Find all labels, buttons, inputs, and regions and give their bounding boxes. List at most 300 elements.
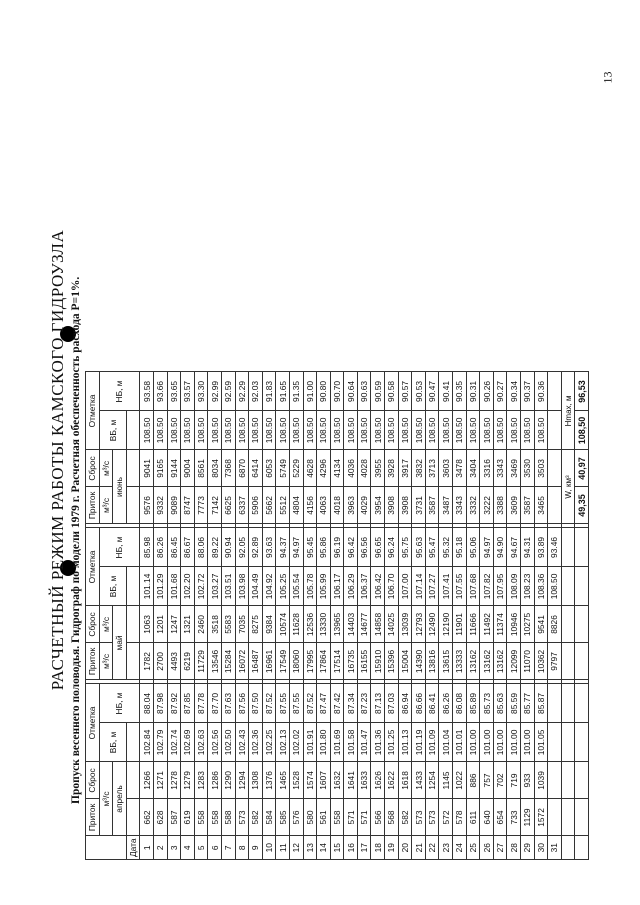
june-vb-cell: 108.50: [439, 411, 453, 450]
april-discharge-cell: 1039: [534, 762, 548, 799]
april-vb-cell: 101.80: [317, 723, 331, 762]
may-discharge-cell: 10574: [276, 606, 290, 643]
april-inflow-cell: 578: [453, 799, 467, 836]
hdr-unit-flow: м³/с: [99, 606, 113, 643]
april-inflow-cell: 1129: [521, 799, 535, 836]
april-nb-cell: 85.89: [466, 684, 480, 723]
june-nb-cell: 91.35: [289, 372, 303, 411]
may-nb-cell: 94.37: [276, 528, 290, 567]
june-nb-cell: 90.26: [480, 372, 494, 411]
june-discharge-cell: 6053: [262, 450, 276, 487]
april-date-cell: 3: [167, 836, 181, 860]
june-nb-cell: 92.59: [221, 372, 235, 411]
april-date-cell: 27: [493, 836, 507, 860]
table-row: [357, 372, 371, 860]
june-nb-cell: 90.34: [507, 372, 521, 411]
april-date-cell: 31: [548, 836, 562, 860]
june-vb-cell: 108.50: [425, 411, 439, 450]
april-discharge-cell: 719: [507, 762, 521, 799]
may-nb-cell: 96.24: [385, 528, 399, 567]
table-row: [167, 372, 181, 860]
may-inflow-cell: 16735: [344, 643, 358, 680]
may-inflow-cell: 11070: [521, 643, 535, 680]
june-discharge-cell: 3503: [534, 450, 548, 487]
may-discharge-cell: 10946: [507, 606, 521, 643]
june-inflow-cell: 6625: [221, 487, 235, 524]
june-inflow-cell: 7142: [208, 487, 222, 524]
april-nb-cell: 87.52: [262, 684, 276, 723]
april-vb-cell: 101.36: [371, 723, 385, 762]
april-discharge-cell: 1279: [181, 762, 195, 799]
page-number: 13: [600, 71, 615, 84]
april-nb-cell: 86.26: [439, 684, 453, 723]
table-row: [453, 372, 467, 860]
june-vb-cell: 108.50: [208, 411, 222, 450]
april-nb-cell: 86.08: [453, 684, 467, 723]
april-vb-cell: 101.04: [439, 723, 453, 762]
document-subtitle: Пропуск весеннего половодья. Гидрограф по модели 1979 г. Расчетная обеспеченность расхода Р=1%.: [70, 276, 82, 804]
april-nb-cell: 87.56: [235, 684, 249, 723]
april-date-cell: 8: [235, 836, 249, 860]
april-vb-cell: 101.00: [493, 723, 507, 762]
june-vb-cell: 108.50: [167, 411, 181, 450]
april-discharge-cell: 1283: [194, 762, 208, 799]
may-nb-cell: 86.45: [167, 528, 181, 567]
may-nb-cell: 94.31: [521, 528, 535, 567]
june-vb-cell: [548, 411, 562, 450]
may-discharge-cell: 5583: [221, 606, 235, 643]
june-discharge-cell: 8034: [208, 450, 222, 487]
april-nb-cell: 87.03: [385, 684, 399, 723]
june-discharge-cell: 4134: [330, 450, 344, 487]
april-inflow-cell: 582: [398, 799, 412, 836]
april-nb-cell: 87.98: [153, 684, 167, 723]
may-discharge-cell: 14677: [357, 606, 371, 643]
may-vb-cell: 107.27: [425, 567, 439, 606]
june-discharge-cell: 3316: [480, 450, 494, 487]
may-discharge-cell: 12190: [439, 606, 453, 643]
hdr-level: Отметка: [86, 528, 100, 606]
june-vb-cell: 108.50: [262, 411, 276, 450]
may-nb-cell: 93.46: [548, 528, 562, 567]
june-inflow-cell: 3731: [412, 487, 426, 524]
may-vb-cell: 107.55: [453, 567, 467, 606]
april-inflow-cell: 611: [466, 799, 480, 836]
may-vb-cell: 102.72: [194, 567, 208, 606]
may-discharge-cell: 11666: [466, 606, 480, 643]
may-nb-cell: 85.98: [140, 528, 154, 567]
may-inflow-cell: 4493: [167, 643, 181, 680]
table-row: [548, 372, 562, 860]
april-date-cell: 30: [534, 836, 548, 860]
may-discharge-cell: 8275: [249, 606, 263, 643]
may-vb-cell: 103.27: [208, 567, 222, 606]
table-row: [466, 372, 480, 860]
april-date-cell: 29: [521, 836, 535, 860]
june-inflow-cell: 3343: [453, 487, 467, 524]
april-nb-cell: 87.70: [208, 684, 222, 723]
june-vb-cell: 108.50: [249, 411, 263, 450]
june-vb-cell: 108.50: [534, 411, 548, 450]
april-vb-cell: 101.09: [425, 723, 439, 762]
may-vb-cell: 104.92: [262, 567, 276, 606]
may-inflow-cell: 16961: [262, 643, 276, 680]
may-inflow-cell: 16155: [357, 643, 371, 680]
april-inflow-cell: 561: [317, 799, 331, 836]
may-vb-cell: 108.36: [534, 567, 548, 606]
june-discharge-cell: 3955: [371, 450, 385, 487]
april-date-cell: 22: [425, 836, 439, 860]
june-discharge-cell: 3832: [412, 450, 426, 487]
may-nb-cell: 88.06: [194, 528, 208, 567]
april-vb-cell: 102.84: [140, 723, 154, 762]
june-inflow-cell: 5662: [262, 487, 276, 524]
june-nb-cell: 93.65: [167, 372, 181, 411]
june-discharge-cell: 8561: [194, 450, 208, 487]
table-row: [480, 372, 494, 860]
hdr-inflow: Приток: [86, 643, 100, 680]
june-vb-cell: 108.50: [317, 411, 331, 450]
june-discharge-cell: 4036: [344, 450, 358, 487]
may-discharge-cell: 1063: [140, 606, 154, 643]
june-inflow-cell: 4804: [289, 487, 303, 524]
w-label: W, км³: [561, 450, 575, 524]
hdr-unit-flow: м³/с: [99, 450, 113, 487]
may-vb-cell: 105.78: [303, 567, 317, 606]
may-inflow-cell: 12099: [507, 643, 521, 680]
may-nb-cell: 92.89: [249, 528, 263, 567]
april-date-cell: 24: [453, 836, 467, 860]
april-discharge-cell: 1626: [371, 762, 385, 799]
may-nb-cell: 96.19: [330, 528, 344, 567]
april-inflow-cell: 573: [425, 799, 439, 836]
may-inflow-cell: 9797: [548, 643, 562, 680]
june-discharge-cell: 5749: [276, 450, 290, 487]
april-inflow-cell: 573: [412, 799, 426, 836]
june-inflow-cell: 3587: [521, 487, 535, 524]
may-vb-cell: 101.14: [140, 567, 154, 606]
may-inflow-cell: 17549: [276, 643, 290, 680]
april-vb-cell: 101.25: [385, 723, 399, 762]
april-inflow-cell: 576: [289, 799, 303, 836]
may-vb-cell: 104.49: [249, 567, 263, 606]
table-row: [439, 372, 453, 860]
april-discharge-cell: 1290: [221, 762, 235, 799]
sum-inflow-volume: 49,35: [575, 487, 589, 524]
june-discharge-cell: 7368: [221, 450, 235, 487]
table-row: [249, 372, 263, 860]
april-date-cell: 12: [289, 836, 303, 860]
hdr-nb: НБ, м: [99, 528, 140, 567]
may-vb-cell: 105.54: [289, 567, 303, 606]
june-vb-cell: 108.50: [276, 411, 290, 450]
june-nb-cell: 90.63: [357, 372, 371, 411]
april-vb-cell: 101.01: [453, 723, 467, 762]
table-row: [521, 372, 535, 860]
may-inflow-cell: 15284: [221, 643, 235, 680]
june-vb-cell: 108.50: [385, 411, 399, 450]
hdr-unit-flow: м³/с: [99, 487, 113, 524]
june-nb-cell: 90.41: [439, 372, 453, 411]
may-vb-cell: 101.68: [167, 567, 181, 606]
april-discharge-cell: 1278: [167, 762, 181, 799]
june-vb-cell: 108.50: [480, 411, 494, 450]
may-discharge-cell: 9541: [534, 606, 548, 643]
may-nb-cell: 95.75: [398, 528, 412, 567]
april-vb-cell: 101.19: [412, 723, 426, 762]
may-nb-cell: 92.05: [235, 528, 249, 567]
june-vb-cell: 108.50: [303, 411, 317, 450]
april-inflow-cell: [548, 799, 562, 836]
april-date-cell: 13: [303, 836, 317, 860]
table-row: [235, 372, 249, 860]
june-vb-cell: 108.50: [289, 411, 303, 450]
april-vb-cell: 101.05: [534, 723, 548, 762]
may-nb-cell: 95.63: [412, 528, 426, 567]
june-discharge-cell: [548, 450, 562, 487]
hdr-unit-flow: м³/с: [99, 643, 113, 680]
april-nb-cell: 87.55: [289, 684, 303, 723]
may-inflow-cell: 2700: [153, 643, 167, 680]
document-title: РАСЧЕТНЫЙ РЕЖИМ РАБОТЫ КАМСКОГО ГИДРОУЗЛА: [48, 229, 67, 691]
april-nb-cell: 85.77: [521, 684, 535, 723]
april-discharge-cell: 1633: [357, 762, 371, 799]
june-inflow-cell: 4156: [303, 487, 317, 524]
table-row: [303, 372, 317, 860]
april-vb-cell: 102.13: [276, 723, 290, 762]
april-nb-cell: 87.50: [249, 684, 263, 723]
may-discharge-cell: 11628: [289, 606, 303, 643]
table-row: [276, 372, 290, 860]
april-nb-cell: 87.13: [371, 684, 385, 723]
may-nb-cell: 86.67: [181, 528, 195, 567]
may-discharge-cell: 1247: [167, 606, 181, 643]
may-nb-cell: 95.18: [453, 528, 467, 567]
table-row: [208, 372, 222, 860]
june-nb-cell: 90.59: [371, 372, 385, 411]
june-vb-cell: 108.50: [357, 411, 371, 450]
june-nb-cell: 93.57: [181, 372, 195, 411]
may-vb-cell: 107.68: [466, 567, 480, 606]
april-date-cell: 1: [140, 836, 154, 860]
june-inflow-cell: 8747: [181, 487, 195, 524]
may-discharge-cell: 1201: [153, 606, 167, 643]
june-nb-cell: 90.53: [412, 372, 426, 411]
june-inflow-cell: 3332: [466, 487, 480, 524]
june-inflow-cell: 3609: [507, 487, 521, 524]
table-row: [534, 372, 548, 860]
table-row: [153, 372, 167, 860]
may-inflow-cell: 13162: [480, 643, 494, 680]
may-discharge-cell: 8826: [548, 606, 562, 643]
april-nb-cell: 85.59: [507, 684, 521, 723]
june-vb-cell: 108.50: [466, 411, 480, 450]
may-discharge-cell: 14025: [385, 606, 399, 643]
may-inflow-cell: 6219: [181, 643, 195, 680]
june-inflow-cell: 3908: [385, 487, 399, 524]
april-nb-cell: 87.63: [221, 684, 235, 723]
table-row: [493, 372, 507, 860]
table-row: [385, 372, 399, 860]
june-discharge-cell: 5229: [289, 450, 303, 487]
hdr-nb: НБ, м: [99, 372, 140, 411]
june-vb-cell: 108.50: [521, 411, 535, 450]
may-nb-cell: 95.47: [425, 528, 439, 567]
june-inflow-cell: 9089: [167, 487, 181, 524]
april-inflow-cell: 582: [249, 799, 263, 836]
hdr-vb: ВБ, м: [99, 411, 126, 450]
april-vb-cell: 101.00: [480, 723, 494, 762]
may-inflow-cell: 10362: [534, 643, 548, 680]
april-nb-cell: 85.73: [480, 684, 494, 723]
april-vb-cell: 101.13: [398, 723, 412, 762]
may-nb-cell: 95.32: [439, 528, 453, 567]
may-vb-cell: 103.51: [221, 567, 235, 606]
hdr-nb: НБ, м: [99, 684, 140, 723]
april-vb-cell: 102.43: [235, 723, 249, 762]
april-date-cell: 15: [330, 836, 344, 860]
hdr-discharge: Сброс: [86, 450, 100, 487]
april-inflow-cell: 640: [480, 799, 494, 836]
april-inflow-cell: 558: [330, 799, 344, 836]
table-row: [262, 372, 276, 860]
may-vb-cell: 108.23: [521, 567, 535, 606]
june-inflow-cell: 9332: [153, 487, 167, 524]
april-inflow-cell: 558: [208, 799, 222, 836]
june-discharge-cell: 3917: [398, 450, 412, 487]
april-inflow-cell: 566: [371, 799, 385, 836]
april-date-cell: 4: [181, 836, 195, 860]
may-vb-cell: 106.42: [371, 567, 385, 606]
june-nb-cell: 90.64: [344, 372, 358, 411]
april-discharge-cell: 1145: [439, 762, 453, 799]
april-inflow-cell: 587: [167, 799, 181, 836]
april-vb-cell: 101.00: [507, 723, 521, 762]
may-inflow-cell: 13546: [208, 643, 222, 680]
april-date-cell: 10: [262, 836, 276, 860]
june-nb-cell: 91.00: [303, 372, 317, 411]
june-vb-cell: 108.50: [371, 411, 385, 450]
june-vb-cell: 108.50: [507, 411, 521, 450]
april-nb-cell: 87.52: [303, 684, 317, 723]
table-row: [344, 372, 358, 860]
month-label-june: июнь: [113, 450, 127, 524]
hdr-unit-flow: м³/с: [99, 762, 113, 836]
rotated-document: [48, 60, 608, 860]
april-discharge-cell: 1528: [289, 762, 303, 799]
april-inflow-cell: 571: [357, 799, 371, 836]
may-discharge-cell: 1321: [181, 606, 195, 643]
may-nb-cell: 95.86: [317, 528, 331, 567]
april-discharge-cell: 1433: [412, 762, 426, 799]
max-vb-level: 108,50: [575, 411, 589, 450]
april-discharge-cell: 886: [466, 762, 480, 799]
june-discharge-cell: 4296: [317, 450, 331, 487]
table-row: [194, 372, 208, 860]
may-inflow-cell: 16487: [249, 643, 263, 680]
june-inflow-cell: 4063: [317, 487, 331, 524]
april-date-cell: 11: [276, 836, 290, 860]
june-inflow-cell: 9576: [140, 487, 154, 524]
june-vb-cell: 108.50: [181, 411, 195, 450]
june-inflow-cell: 7773: [194, 487, 208, 524]
may-nb-cell: 94.97: [480, 528, 494, 567]
may-nb-cell: 95.45: [303, 528, 317, 567]
table-row: [289, 372, 303, 860]
april-nb-cell: 87.47: [317, 684, 331, 723]
june-discharge-cell: 3603: [439, 450, 453, 487]
hdr-level: Отметка: [86, 684, 100, 762]
june-nb-cell: 93.66: [153, 372, 167, 411]
june-vb-cell: 108.50: [453, 411, 467, 450]
june-inflow-cell: 3954: [371, 487, 385, 524]
june-nb-cell: [548, 372, 562, 411]
may-nb-cell: 94.67: [507, 528, 521, 567]
april-vb-cell: 102.69: [181, 723, 195, 762]
may-inflow-cell: 17995: [303, 643, 317, 680]
may-nb-cell: 94.90: [493, 528, 507, 567]
june-nb-cell: 93.58: [140, 372, 154, 411]
april-inflow-cell: 571: [344, 799, 358, 836]
april-discharge-cell: 1632: [330, 762, 344, 799]
april-date-cell: 28: [507, 836, 521, 860]
may-inflow-cell: 15004: [398, 643, 412, 680]
april-vb-cell: [548, 723, 562, 762]
april-inflow-cell: 573: [235, 799, 249, 836]
may-vb-cell: 107.82: [480, 567, 494, 606]
april-inflow-cell: 733: [507, 799, 521, 836]
may-inflow-cell: 17514: [330, 643, 344, 680]
may-discharge-cell: 10275: [521, 606, 535, 643]
june-inflow-cell: 4029: [357, 487, 371, 524]
june-discharge-cell: 3404: [466, 450, 480, 487]
april-date-cell: 25: [466, 836, 480, 860]
april-vb-cell: 101.58: [344, 723, 358, 762]
table-row: [181, 372, 195, 860]
may-discharge-cell: 3518: [208, 606, 222, 643]
may-inflow-cell: 16072: [235, 643, 249, 680]
may-vb-cell: 107.95: [493, 567, 507, 606]
may-inflow-cell: 1782: [140, 643, 154, 680]
june-discharge-cell: 4028: [357, 450, 371, 487]
may-discharge-cell: 7035: [235, 606, 249, 643]
june-vb-cell: 108.50: [330, 411, 344, 450]
june-discharge-cell: 3478: [453, 450, 467, 487]
april-date-cell: 20: [398, 836, 412, 860]
april-inflow-cell: 619: [181, 799, 195, 836]
june-discharge-cell: 3343: [493, 450, 507, 487]
april-nb-cell: 87.55: [276, 684, 290, 723]
table-row: [371, 372, 385, 860]
april-inflow-cell: 662: [140, 799, 154, 836]
may-vb-cell: 105.99: [317, 567, 331, 606]
may-inflow-cell: 13162: [466, 643, 480, 680]
june-inflow-cell: 5512: [276, 487, 290, 524]
april-inflow-cell: 558: [194, 799, 208, 836]
hdr-vb: ВБ, м: [99, 723, 126, 762]
april-inflow-cell: 585: [276, 799, 290, 836]
june-inflow-cell: 3465: [534, 487, 548, 524]
april-nb-cell: [548, 684, 562, 723]
april-date-cell: 18: [371, 836, 385, 860]
april-discharge-cell: 1266: [140, 762, 154, 799]
may-nb-cell: 90.94: [221, 528, 235, 567]
june-discharge-cell: 3530: [521, 450, 535, 487]
june-vb-cell: 108.50: [412, 411, 426, 450]
may-inflow-cell: 15396: [385, 643, 399, 680]
june-inflow-cell: 3908: [398, 487, 412, 524]
may-discharge-cell: 11374: [493, 606, 507, 643]
